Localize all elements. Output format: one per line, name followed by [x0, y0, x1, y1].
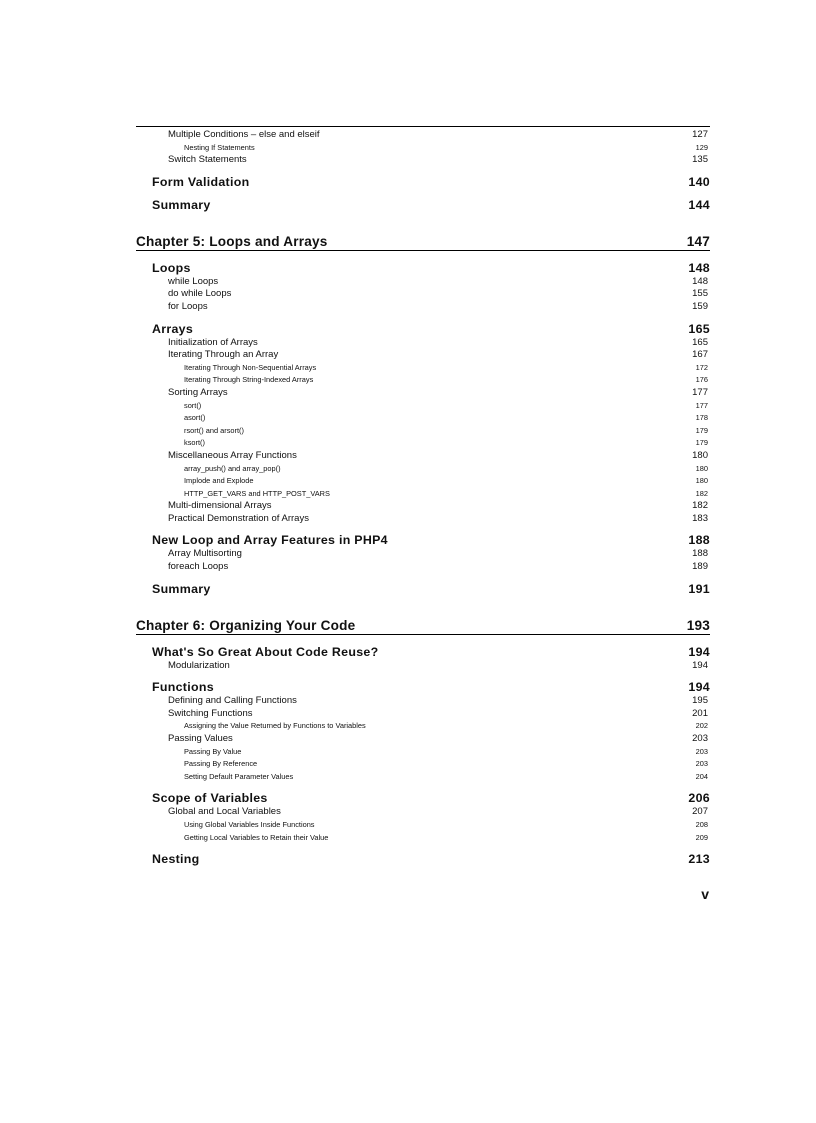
toc-entry-page: 127 — [692, 129, 708, 140]
toc-entry-page: 208 — [695, 820, 708, 829]
toc-entry-page: 165 — [692, 336, 708, 348]
toc-chapter-heading[interactable] — [136, 618, 710, 635]
toc-entry-page: 176 — [695, 375, 708, 385]
toc-subsection-entry[interactable] — [136, 337, 708, 350]
toc-entry-title: Iterating Through String-Indexed Arrays — [184, 375, 314, 385]
toc-subsubsection-entry[interactable] — [136, 832, 708, 845]
toc-entry-page: 201 — [692, 707, 708, 719]
toc-entry-title: ksort() — [184, 438, 205, 448]
toc-subsection-entry[interactable] — [136, 513, 708, 526]
toc-entry-title: Passing By Value — [184, 746, 242, 756]
toc-section-heading[interactable] — [136, 175, 710, 190]
toc-entry-title: Functions — [152, 680, 214, 695]
toc-section-heading[interactable] — [136, 791, 710, 806]
toc-entry-page: 178 — [695, 413, 708, 423]
toc-subsection-entry[interactable] — [136, 288, 708, 301]
toc-entry-page: 182 — [692, 500, 708, 512]
toc-entry-page: 155 — [692, 288, 708, 300]
toc-entry-page: 194 — [688, 644, 710, 659]
toc-entry-page: 140 — [688, 174, 710, 189]
toc-section-heading[interactable] — [136, 533, 710, 548]
toc-entry-title: Multi-dimensional Arrays — [168, 500, 272, 512]
toc-entry-page: 209 — [695, 832, 708, 842]
toc-entry-title: Implode and Explode — [184, 476, 254, 486]
toc-subsection-entry[interactable] — [136, 660, 708, 673]
toc-subsubsection-entry[interactable] — [136, 475, 708, 488]
toc-subsubsection-entry[interactable] — [136, 425, 708, 438]
toc-subsubsection-entry[interactable] — [136, 362, 708, 375]
toc-subsection-entry[interactable] — [136, 129, 708, 142]
toc-entry-title: Summary — [152, 581, 211, 596]
toc-entry-page: 177 — [695, 400, 708, 410]
toc-entry-title: HTTP_GET_VARS and HTTP_POST_VARS — [184, 488, 330, 498]
toc-entry-title: Iterating Through an Array — [168, 349, 279, 361]
toc-entry-page: 203 — [695, 746, 708, 756]
toc-entry-title: New Loop and Array Features in PHP4 — [152, 533, 388, 548]
toc-entry-title: Global and Local Variables — [168, 806, 281, 818]
toc-entry-page: 188 — [688, 533, 710, 548]
toc-entry-title: Chapter 6: Organizing Your Code — [136, 617, 356, 633]
toc-entry-page: 165 — [688, 321, 710, 336]
toc-entry-title: Summary — [152, 197, 211, 212]
toc-entry-title: asort() — [184, 413, 206, 423]
toc-entry-title: Practical Demonstration of Arrays — [168, 512, 309, 524]
toc-entry-page: 172 — [695, 362, 708, 372]
toc-entry-page: 189 — [692, 561, 708, 573]
toc-section-heading[interactable] — [136, 198, 710, 213]
toc-subsubsection-entry[interactable] — [136, 771, 708, 784]
toc-entry-title: Iterating Through Non-Sequential Arrays — [184, 362, 317, 372]
toc-subsection-entry[interactable] — [136, 450, 708, 463]
toc-subsubsection-entry[interactable] — [136, 463, 708, 476]
toc-entry-page: 188 — [692, 548, 708, 560]
toc-entry-title: Multiple Conditions – else and elseif — [168, 129, 320, 140]
toc-subsubsection-entry[interactable] — [136, 758, 708, 771]
toc-entry-title: while Loops — [168, 275, 219, 287]
toc-entry-title: Initialization of Arrays — [168, 336, 258, 348]
toc-subsubsection-entry[interactable] — [136, 488, 708, 501]
toc-entry-page: 177 — [692, 386, 708, 398]
toc-entry-page: 193 — [686, 617, 710, 633]
toc-entry-title: rsort() and arsort() — [184, 425, 244, 435]
toc-entry-title: Scope of Variables — [152, 791, 268, 806]
toc-subsection-entry[interactable] — [136, 561, 708, 574]
toc-entry-title: Switch Statements — [168, 154, 247, 166]
toc-entry-title: What's So Great About Code Reuse? — [152, 644, 379, 659]
page-number: v — [701, 886, 709, 902]
toc-entry-title: for Loops — [168, 300, 208, 312]
toc-entry-title: Setting Default Parameter Values — [184, 771, 294, 781]
toc-subsection-entry[interactable] — [136, 276, 708, 289]
toc-entry-page: 159 — [692, 300, 708, 312]
toc-subsubsection-entry[interactable] — [136, 142, 708, 155]
toc-entry-page: 213 — [688, 852, 710, 867]
toc-entry-page: 148 — [688, 260, 710, 275]
toc-entry-title: Arrays — [152, 321, 194, 336]
toc-entry-title: Nesting — [152, 852, 200, 867]
toc-entry-title: Chapter 5: Loops and Arrays — [136, 233, 328, 249]
toc-entry-page: 180 — [695, 463, 708, 473]
toc-section-heading[interactable] — [136, 645, 710, 660]
toc-entry-title: foreach Loops — [168, 561, 229, 573]
toc-entry-page: 195 — [692, 695, 708, 707]
toc-subsection-entry[interactable] — [136, 695, 708, 708]
toc-entry-title: Array Multisorting — [168, 548, 242, 560]
toc-entry-page: 194 — [688, 680, 710, 695]
toc-entry-page: 147 — [686, 233, 710, 249]
toc-subsection-entry[interactable] — [136, 500, 708, 513]
toc-entry-page: 183 — [692, 512, 708, 524]
toc-entry-page: 148 — [692, 275, 708, 287]
toc-subsection-entry[interactable] — [136, 301, 708, 314]
toc-subsection-entry[interactable] — [136, 733, 708, 746]
toc-entry-page: 206 — [688, 791, 710, 806]
toc-entry-page: 182 — [695, 488, 708, 498]
toc-subsubsection-entry[interactable] — [136, 374, 708, 387]
toc-subsubsection-entry[interactable] — [136, 412, 708, 425]
toc-entry-page: 204 — [695, 771, 708, 781]
toc-subsection-entry[interactable] — [136, 806, 708, 819]
toc-entry-title: Modularization — [168, 659, 230, 671]
toc-entry-title: Assigning the Value Returned by Functions to Variables — [184, 721, 366, 731]
toc-chapter-heading[interactable] — [136, 234, 710, 251]
toc-subsubsection-entry[interactable] — [136, 746, 708, 759]
toc-entry-page: 191 — [688, 581, 710, 596]
toc-entry-page: 179 — [695, 438, 708, 448]
toc-entry-page: 180 — [695, 476, 708, 486]
toc-subsubsection-entry[interactable] — [136, 400, 708, 413]
toc-subsection-entry[interactable] — [136, 349, 708, 362]
toc-entry-title: Loops — [152, 260, 191, 275]
top-rule — [136, 126, 710, 127]
table-of-contents — [136, 129, 710, 867]
toc-section-heading[interactable] — [136, 852, 710, 867]
toc-entry-title: do while Loops — [168, 288, 232, 300]
toc-entry-page: 202 — [695, 721, 708, 731]
toc-section-heading[interactable] — [136, 261, 710, 276]
toc-entry-title: array_push() and array_pop() — [184, 463, 281, 473]
toc-entry-page: 167 — [692, 349, 708, 361]
toc-subsubsection-entry[interactable] — [136, 437, 708, 450]
toc-entry-page: 129 — [695, 142, 708, 152]
toc-entry-title: Passing Values — [168, 733, 233, 745]
toc-entry-page: 179 — [695, 425, 708, 435]
toc-subsubsection-entry[interactable] — [136, 720, 708, 733]
toc-entry-page: 203 — [692, 733, 708, 745]
toc-subsection-entry[interactable] — [136, 387, 708, 400]
toc-entry-title: Defining and Calling Functions — [168, 695, 297, 707]
toc-entry-title: Getting Local Variables to Retain their Value — [184, 832, 329, 842]
toc-entry-title: Sorting Arrays — [168, 386, 228, 398]
toc-entry-page: 194 — [692, 659, 708, 671]
toc-entry-title: Form Validation — [152, 174, 250, 189]
toc-entry-page: 180 — [692, 449, 708, 461]
toc-entry-title: Miscellaneous Array Functions — [168, 449, 297, 461]
toc-section-heading[interactable] — [136, 322, 710, 337]
toc-entry-title: sort() — [184, 400, 202, 410]
toc-section-heading[interactable] — [136, 582, 710, 597]
toc-entry-title: Switching Functions — [168, 707, 253, 719]
toc-entry-title: Nesting If Statements — [184, 142, 255, 152]
toc-subsection-entry[interactable] — [136, 154, 708, 167]
toc-entry-page: 135 — [692, 154, 708, 166]
toc-entry-title: Passing By Reference — [184, 759, 258, 769]
toc-section-heading[interactable] — [136, 680, 710, 695]
toc-subsection-entry[interactable] — [136, 548, 708, 561]
toc-entry-page: 144 — [688, 197, 710, 212]
toc-entry-page: 207 — [692, 806, 708, 818]
toc-entry-page: 203 — [695, 759, 708, 769]
toc-subsubsection-entry[interactable] — [136, 819, 708, 832]
toc-entry-title: Using Global Variables Inside Functions — [184, 820, 315, 829]
toc-subsection-entry[interactable] — [136, 708, 708, 721]
